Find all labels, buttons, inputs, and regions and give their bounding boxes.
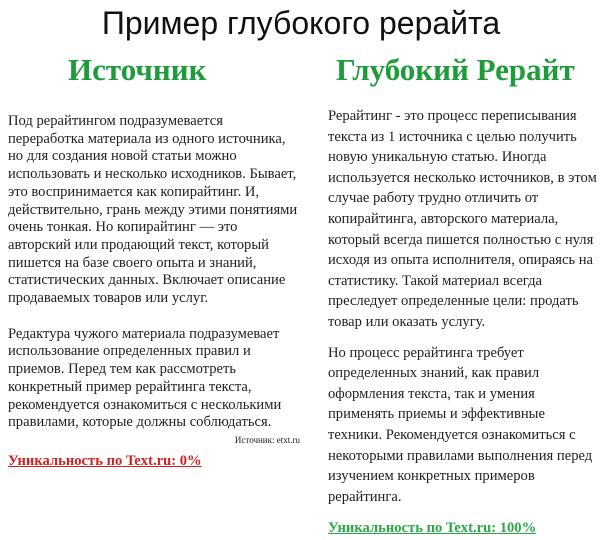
rewrite-paragraph-1: Рерайтинг - это процесс переписывания текста из 1 источника с целью получить новую уникальную статью. Иногда используется несколько источников, в этом случае работу трудно отличить от копирайтинга, авторского материала, который всегда пишется полностью с нуля исходя из опыта исполнителя, опираясь на статистику. Такой материал всегда преследует определенные цели: продать товар или оказать услугу. [328,108,597,330]
source-credit: Источник: etxt.ru [234,434,300,445]
source-paragraph-2: Редактура чужого материала подразумевает использование определенных правил и приемов. Перед тем как рассмотреть конкретный пример рерайтинга текста, рекомендуется ознакомиться с несколькими правилами, которые должны соблюдаться. [8,325,282,431]
source-heading: Источник [68,52,207,87]
source-paragraph-1: Под рерайтингом подразумевается переработка материала из одного источника, но для создания новой статьи можно использовать и несколько исходников. Бывает, это воспринимается как копирайтинг. И, действительно, грань между этими понятиями очень тонкая. Но копирайтинг — это авторский или продающий текст, который пишется на базе своего опыта и знаний, статистических данных. Включает описание продаваемых товаров или услуг. [8,113,298,307]
rewrite-column [328,106,602,537]
page-title: Пример глубокого рерайта [101,5,501,41]
rewrite-uniqueness: Уникальность по Text.ru: 100% [328,520,537,537]
source-column [8,113,300,470]
rewrite-heading: Глубокий Рерайт [336,52,575,87]
rewrite-paragraph-2: Но процесс рерайтинга требует определенных знаний, как правил оформления текста, так и умения применять приемы и эффективные техники. Рекомендуется ознакомиться с некоторыми правилами выполнения перед изучением конкретных примеров рерайтинга. [328,344,593,505]
source-uniqueness: Уникальность по Text.ru: 0% [8,452,202,469]
